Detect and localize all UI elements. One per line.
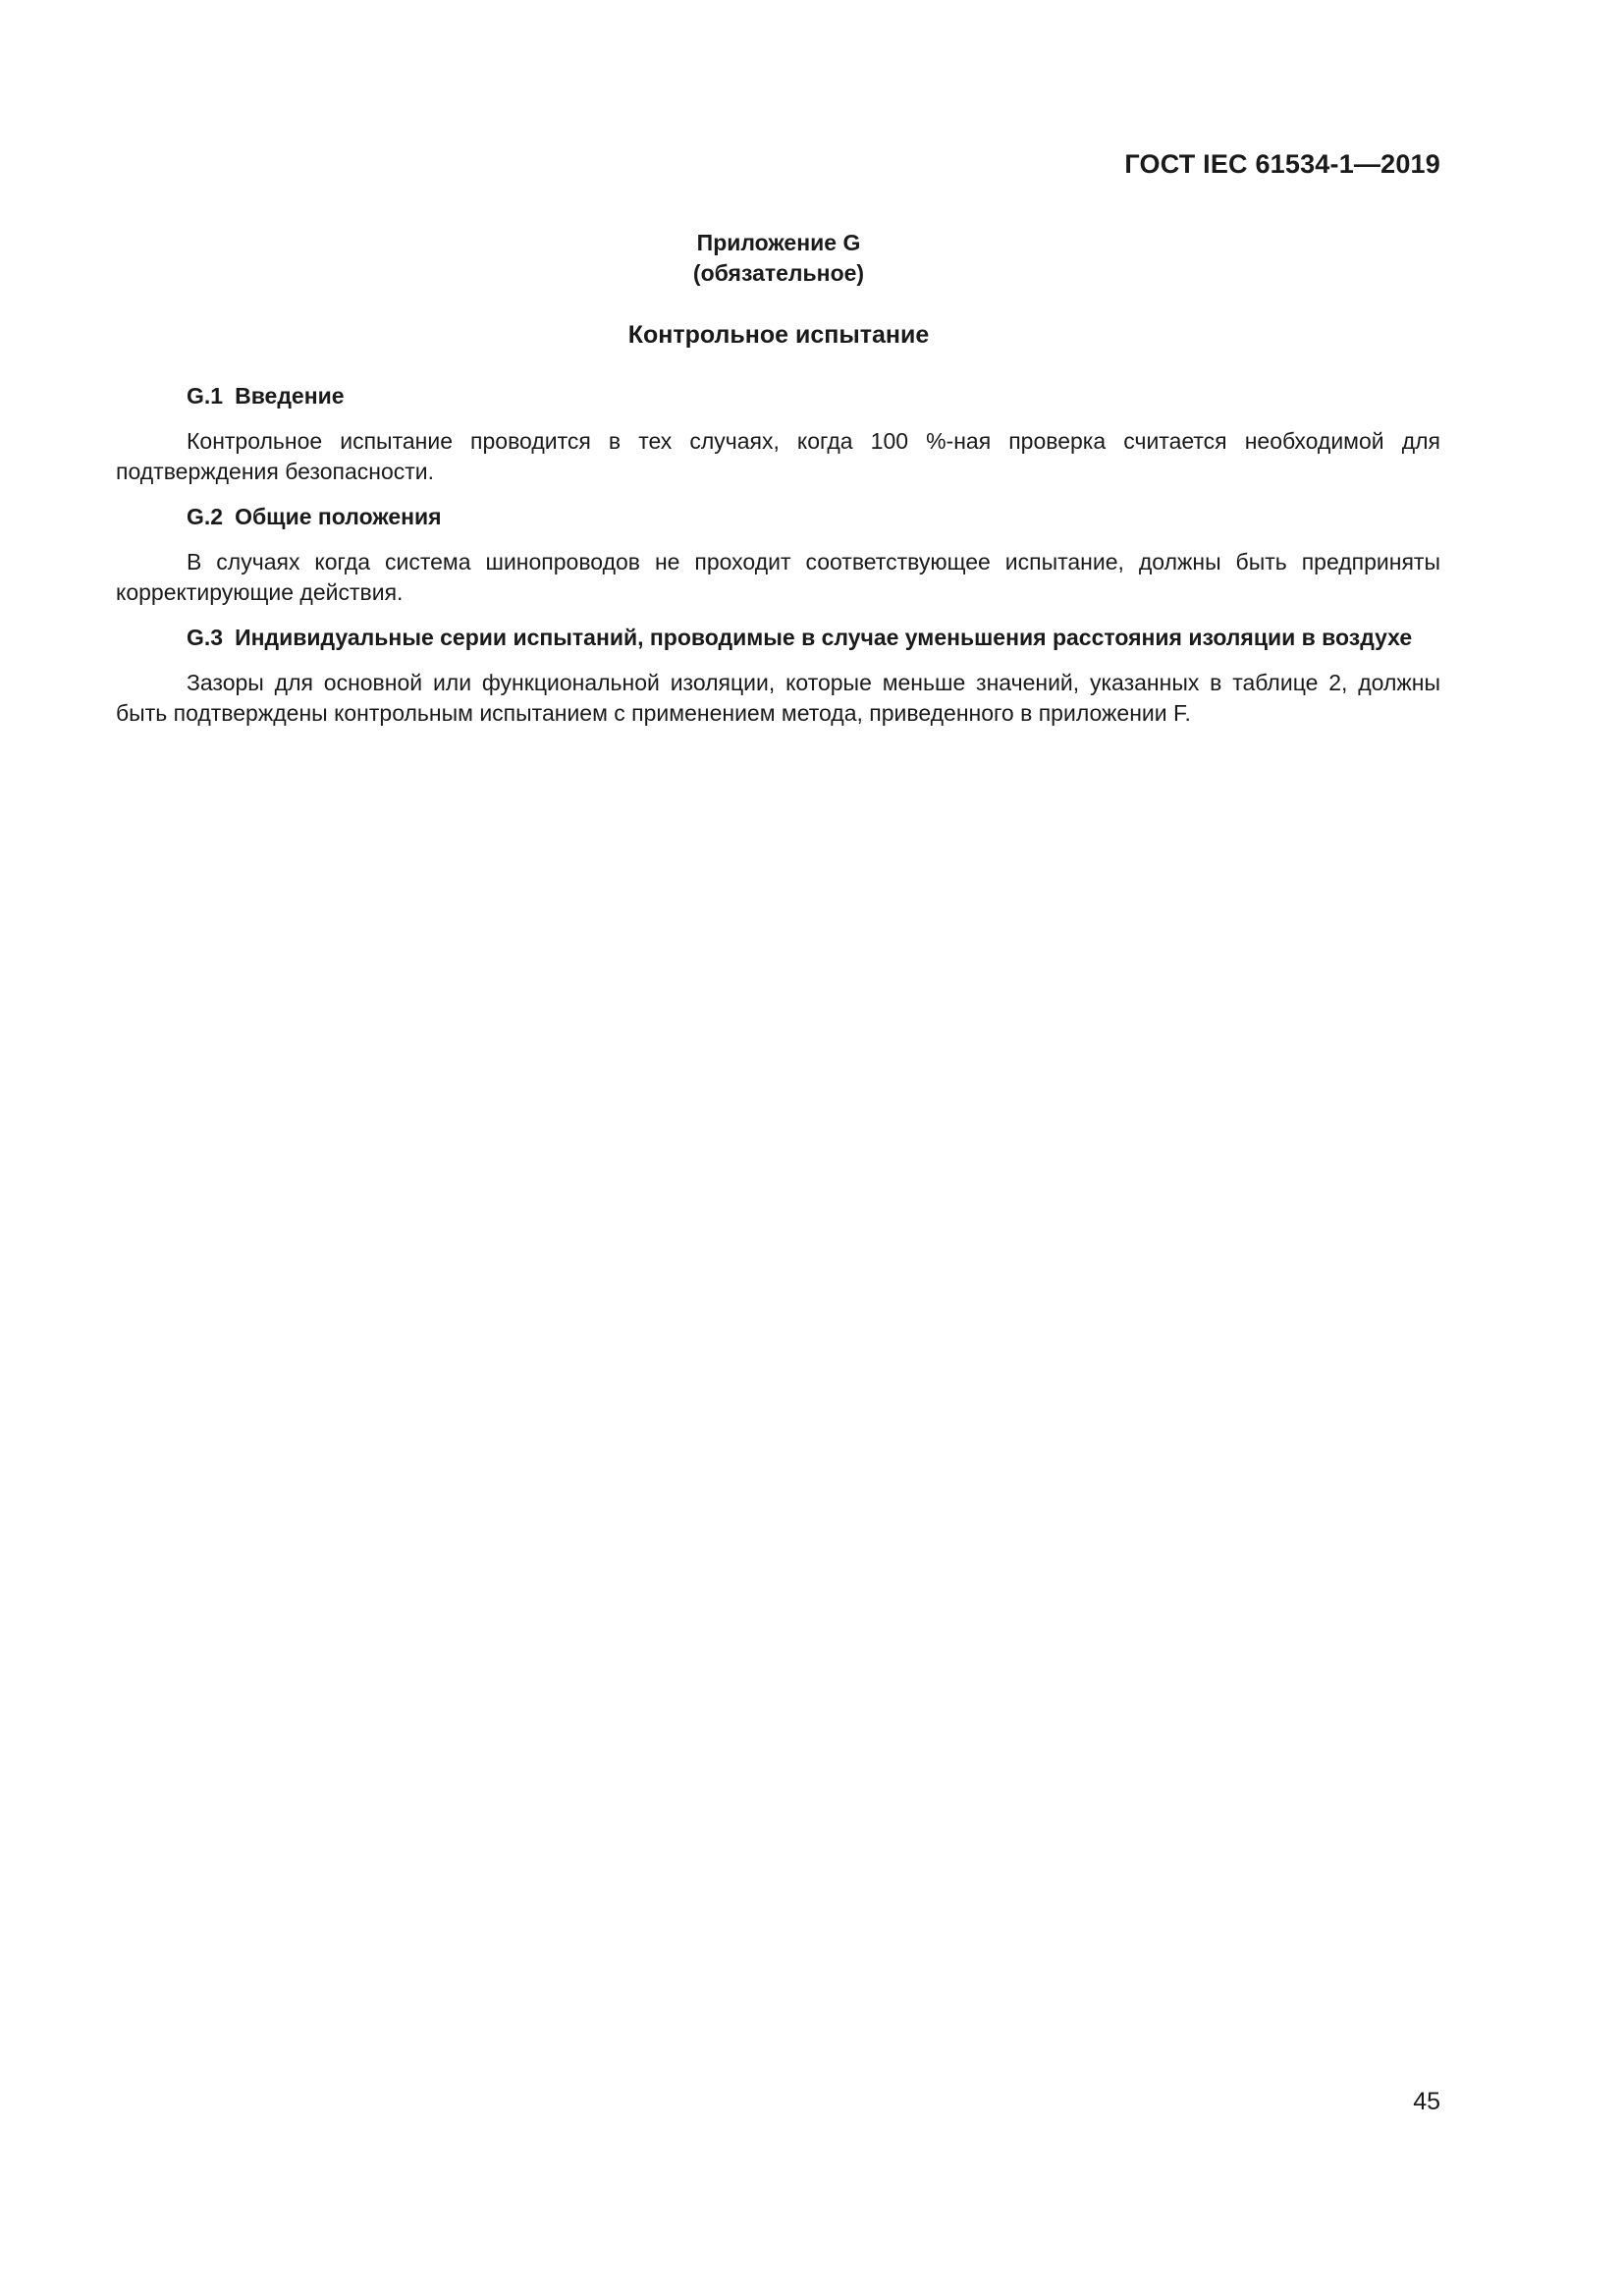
section-heading [116,623,1440,653]
section-heading [116,381,1440,411]
section-paragraph: Контрольное испытание проводится в тех случаях, когда 100 %-ная проверка считается необходимой для подтверждения безопасности. [116,428,1440,484]
document-body [116,381,1440,743]
annex-title-block [0,228,1557,289]
section-g1 [116,381,1440,487]
section-paragraph: В случаях когда система шинопроводов не проходит соответствующее испытание, должны быть предприняты корректирующие действия. [116,549,1440,605]
annex-title: Приложение G [696,230,861,255]
annex-status: (обязательное) [692,260,865,286]
section-title: Введение [235,383,345,409]
section-heading [116,502,1440,532]
standard-id-header: ГОСТ IEC 61534-1—2019 [1124,149,1440,179]
section-number: G.2 [187,504,224,529]
page-number: 45 [1413,2088,1440,2115]
section-title: Общие положения [235,504,442,529]
section-g2 [116,502,1440,608]
section-paragraph: Зазоры для основной или функциональной изоляции, которые меньше значений, указанных в таблице 2, должны быть подтверждены контрольным испытанием с применением метода, приведенного в приложении F. [116,670,1440,726]
section-title: Индивидуальные серии испытаний, проводимые в случае уменьшения расстояния изоляции в воздухе [235,625,1413,650]
annex-heading: Контрольное испытание [627,321,930,349]
section-number: G.3 [187,625,224,650]
section-g3 [116,623,1440,729]
section-number: G.1 [187,383,224,409]
